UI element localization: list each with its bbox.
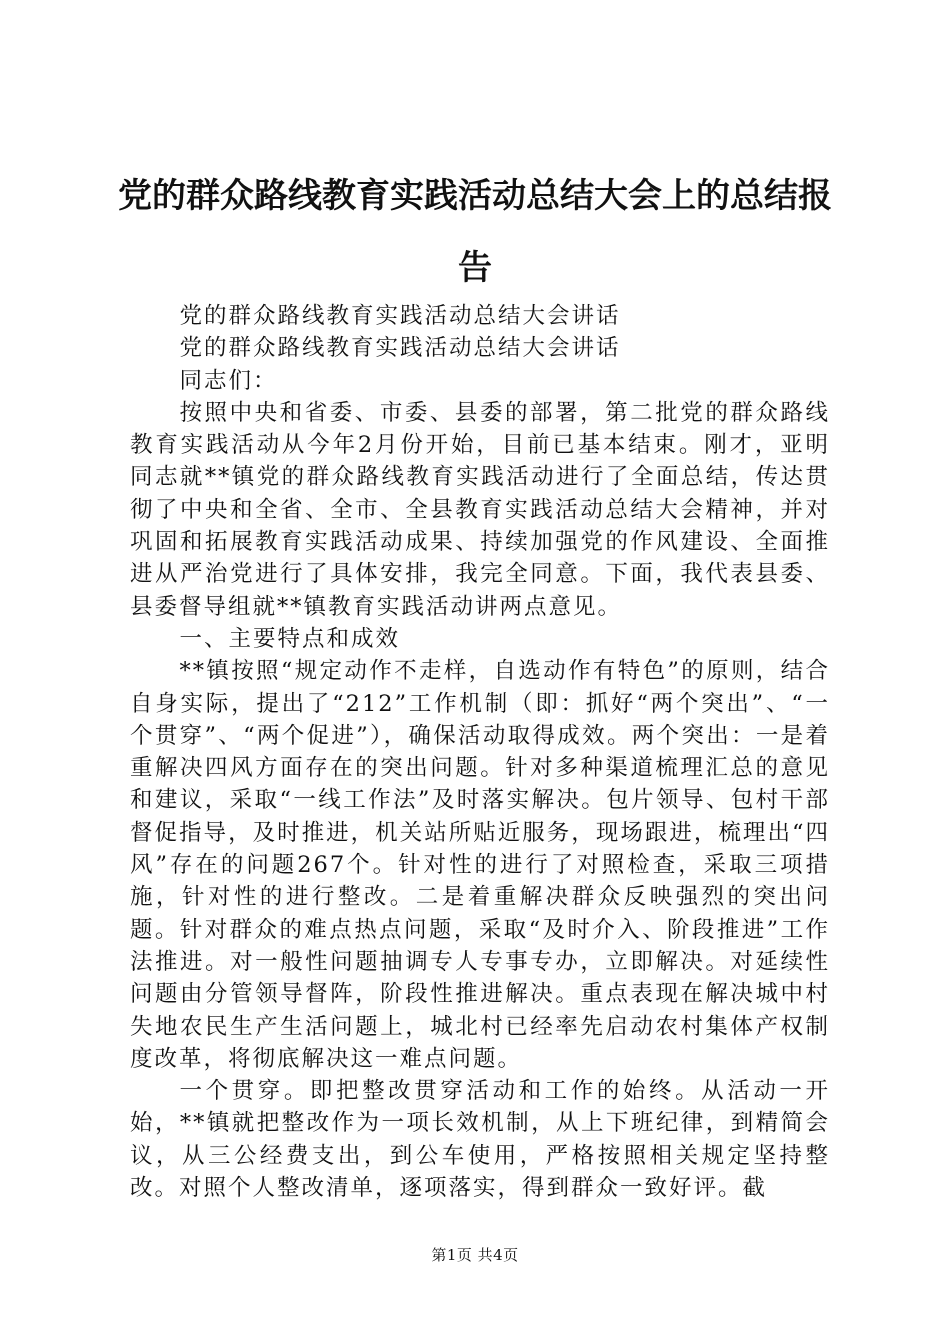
paragraph: 同志们： bbox=[179, 367, 278, 394]
paragraph: 一、主要特点和成效 bbox=[179, 625, 401, 652]
document-body bbox=[130, 300, 830, 1204]
paragraph: **镇按照“规定动作不走样，自选动作有特色”的原则，结合自身实际，提出了“212”工作机制（即：抓好“两个突出”、“一个贯穿”、“两个促进”），确保活动取得成效。两个突出：一是着重解决四风方面存在的突出问题。针对多种渠道梳理汇总的意见和建议，采取“一线工作法”及时落实解决。包片领导、包村干部督促指导，及时推进，机关站所贴近服务，现场跟进，梳理出“四风”存在的问题267个。针对性的进行了对照检查，采取三项措施，针对性的进行整改。二是着重解决群众反映强烈的突出问题。针对群众的难点热点问题，采取“及时介入、阶段推进”工作法推进。对一般性问题抽调专人专事专办，立即解决。对延续性问题由分管领导督阵，阶段性推进解决。重点表现在解决城中村失地农民生产生活问题上，城北村已经率先启动农村集体产权制度改革，将彻底解决这一难点问题。 bbox=[130, 658, 830, 1072]
paragraph: 一个贯穿。即把整改贯穿活动和工作的始终。从活动一开始，**镇就把整改作为一项长效机制，从上下班纪律，到精简会议，从三公经费支出，到公车使用，严格按照相关规定坚持整改。对照个人整改清单，逐项落实，得到群众一致好评。截 bbox=[130, 1078, 830, 1202]
paragraph: 党的群众路线教育实践活动总结大会讲话 bbox=[179, 335, 621, 362]
page-number-footer: 第1页 共4页 bbox=[431, 1246, 519, 1264]
document-title: 党的群众路线教育实践活动总结大会上的总结报告 bbox=[118, 176, 832, 288]
paragraph: 党的群众路线教育实践活动总结大会讲话 bbox=[179, 303, 621, 329]
paragraph: 按照中央和省委、市委、县委的部署，第二批党的群众路线教育实践活动从今年2月份开始，目前已基本结束。刚才，亚明同志就**镇党的群众路线教育实践活动进行了全面总结，传达贯彻了中央和全省、全市、全县教育实践活动总结大会精神，并对巩固和拓展教育实践活动成果、持续加强党的作风建设、全面推进从严治党进行了具体安排，我完全同意。下面，我代表县委、县委督导组就**镇教育实践活动讲两点意见。 bbox=[130, 399, 830, 620]
